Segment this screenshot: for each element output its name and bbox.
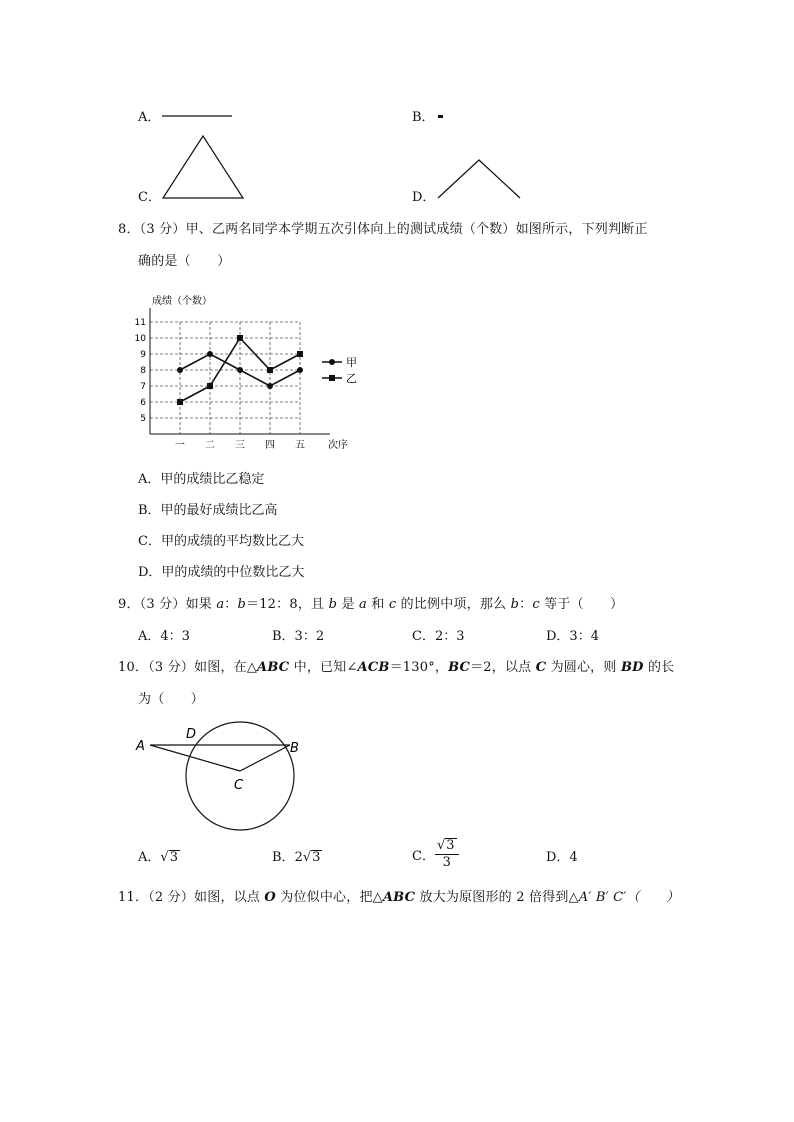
- series-1-point-2: [207, 351, 213, 357]
- q7-option-b-dot: [436, 110, 446, 120]
- q7-option-b-label: B．: [412, 110, 435, 125]
- q7-option-a-segment: [160, 108, 240, 120]
- q9-option-d: D．3：4: [546, 629, 599, 644]
- y-tick-label-7: 7: [140, 382, 146, 392]
- q8-stem-line2: 确的是（ ）: [138, 254, 231, 269]
- q7-option-c-triangle: [155, 132, 255, 204]
- q10-option-d: D．4: [546, 850, 578, 865]
- q7-option-d-triangle: [432, 154, 532, 204]
- q11-stem: 11．（2 分）如图，以点 O 为位似中心，把△ABC 放大为原图形的 2 倍得到△A′ B′ C′（ ）: [118, 890, 680, 905]
- y-tick-label-10: 10: [134, 334, 146, 344]
- series-2-point-3: [237, 335, 243, 341]
- series-2-point-4: [267, 367, 273, 373]
- x-tick-label-4: 四: [265, 440, 275, 451]
- q10-stem-line1: 10．（3 分）如图，在△ABC 中，已知∠ACB＝130°，BC＝2，以点 C 为圆心，则 BD 的长: [118, 660, 675, 675]
- series-1-point-1: [177, 367, 183, 373]
- q10-label-c: C: [234, 778, 244, 793]
- q10-label-b: B: [290, 741, 299, 756]
- q8-option-c: C．甲的成绩的平均数比乙大: [138, 534, 304, 549]
- x-tick-label-5: 五: [295, 440, 305, 451]
- q10-geometry-figure: [130, 712, 310, 842]
- y-tick-label-5: 5: [140, 414, 146, 424]
- q10-segment-ac: [150, 745, 240, 771]
- q10-stem-line2: 为（ ）: [138, 692, 205, 707]
- legend-label-1: 甲: [346, 356, 357, 369]
- q10-option-a: A．√3: [138, 850, 178, 865]
- legend-label-2: 乙: [346, 372, 357, 385]
- q7-option-c-label: C．: [138, 190, 161, 205]
- x-tick-label-1: 一: [175, 440, 185, 451]
- q9-option-b: B．3：2: [272, 629, 325, 644]
- q10-circle: [186, 722, 294, 830]
- x-tick-label-3: 三: [235, 440, 245, 451]
- legend-marker-2: [329, 375, 335, 381]
- series-1-point-5: [297, 367, 303, 373]
- y-tick-label-9: 9: [140, 350, 146, 360]
- series-2-point-2: [207, 383, 213, 389]
- q8-stem-line1: 8．（3 分）甲、乙两名同学本学期五次引体向上的测试成绩（个数）如图所示，下列判断正: [118, 222, 648, 237]
- q10-option-b: B．2√3: [272, 850, 321, 865]
- q9-stem: 9．（3 分）如果 a：b＝12：8，且 b 是 a 和 c 的比例中项，那么 b：c 等于（ ）: [118, 597, 624, 612]
- q8-option-d: D．甲的成绩的中位数比乙大: [138, 565, 305, 580]
- q9-option-c: C．2：3: [412, 629, 465, 644]
- q10-segment-cb: [240, 745, 290, 771]
- q8-option-a: A．甲的成绩比乙稳定: [138, 472, 265, 487]
- series-2-point-5: [297, 351, 303, 357]
- q8-option-b: B．甲的最好成绩比乙高: [138, 503, 278, 518]
- q10-label-a: A: [136, 739, 145, 754]
- q8-line-chart: [130, 282, 370, 454]
- q10-option-c: C． $\frac{√3}{3}$: [412, 838, 459, 871]
- y-tick-label-8: 8: [140, 366, 146, 376]
- series-1-point-3: [237, 367, 243, 373]
- y-axis-label: 成绩（个数）: [152, 296, 212, 307]
- x-tick-label-2: 二: [205, 440, 215, 451]
- x-axis-label: 次序: [328, 440, 348, 451]
- q10-label-d: D: [186, 727, 197, 742]
- q7-option-a-label: A．: [138, 110, 161, 125]
- y-tick-label-6: 6: [140, 398, 146, 408]
- series-1-point-4: [267, 383, 273, 389]
- q9-option-a: A．4：3: [138, 629, 190, 644]
- legend-marker-1: [329, 359, 335, 365]
- q7-option-d-label: D．: [412, 190, 436, 205]
- y-tick-label-11: 11: [134, 318, 146, 328]
- series-2-point-1: [177, 399, 183, 405]
